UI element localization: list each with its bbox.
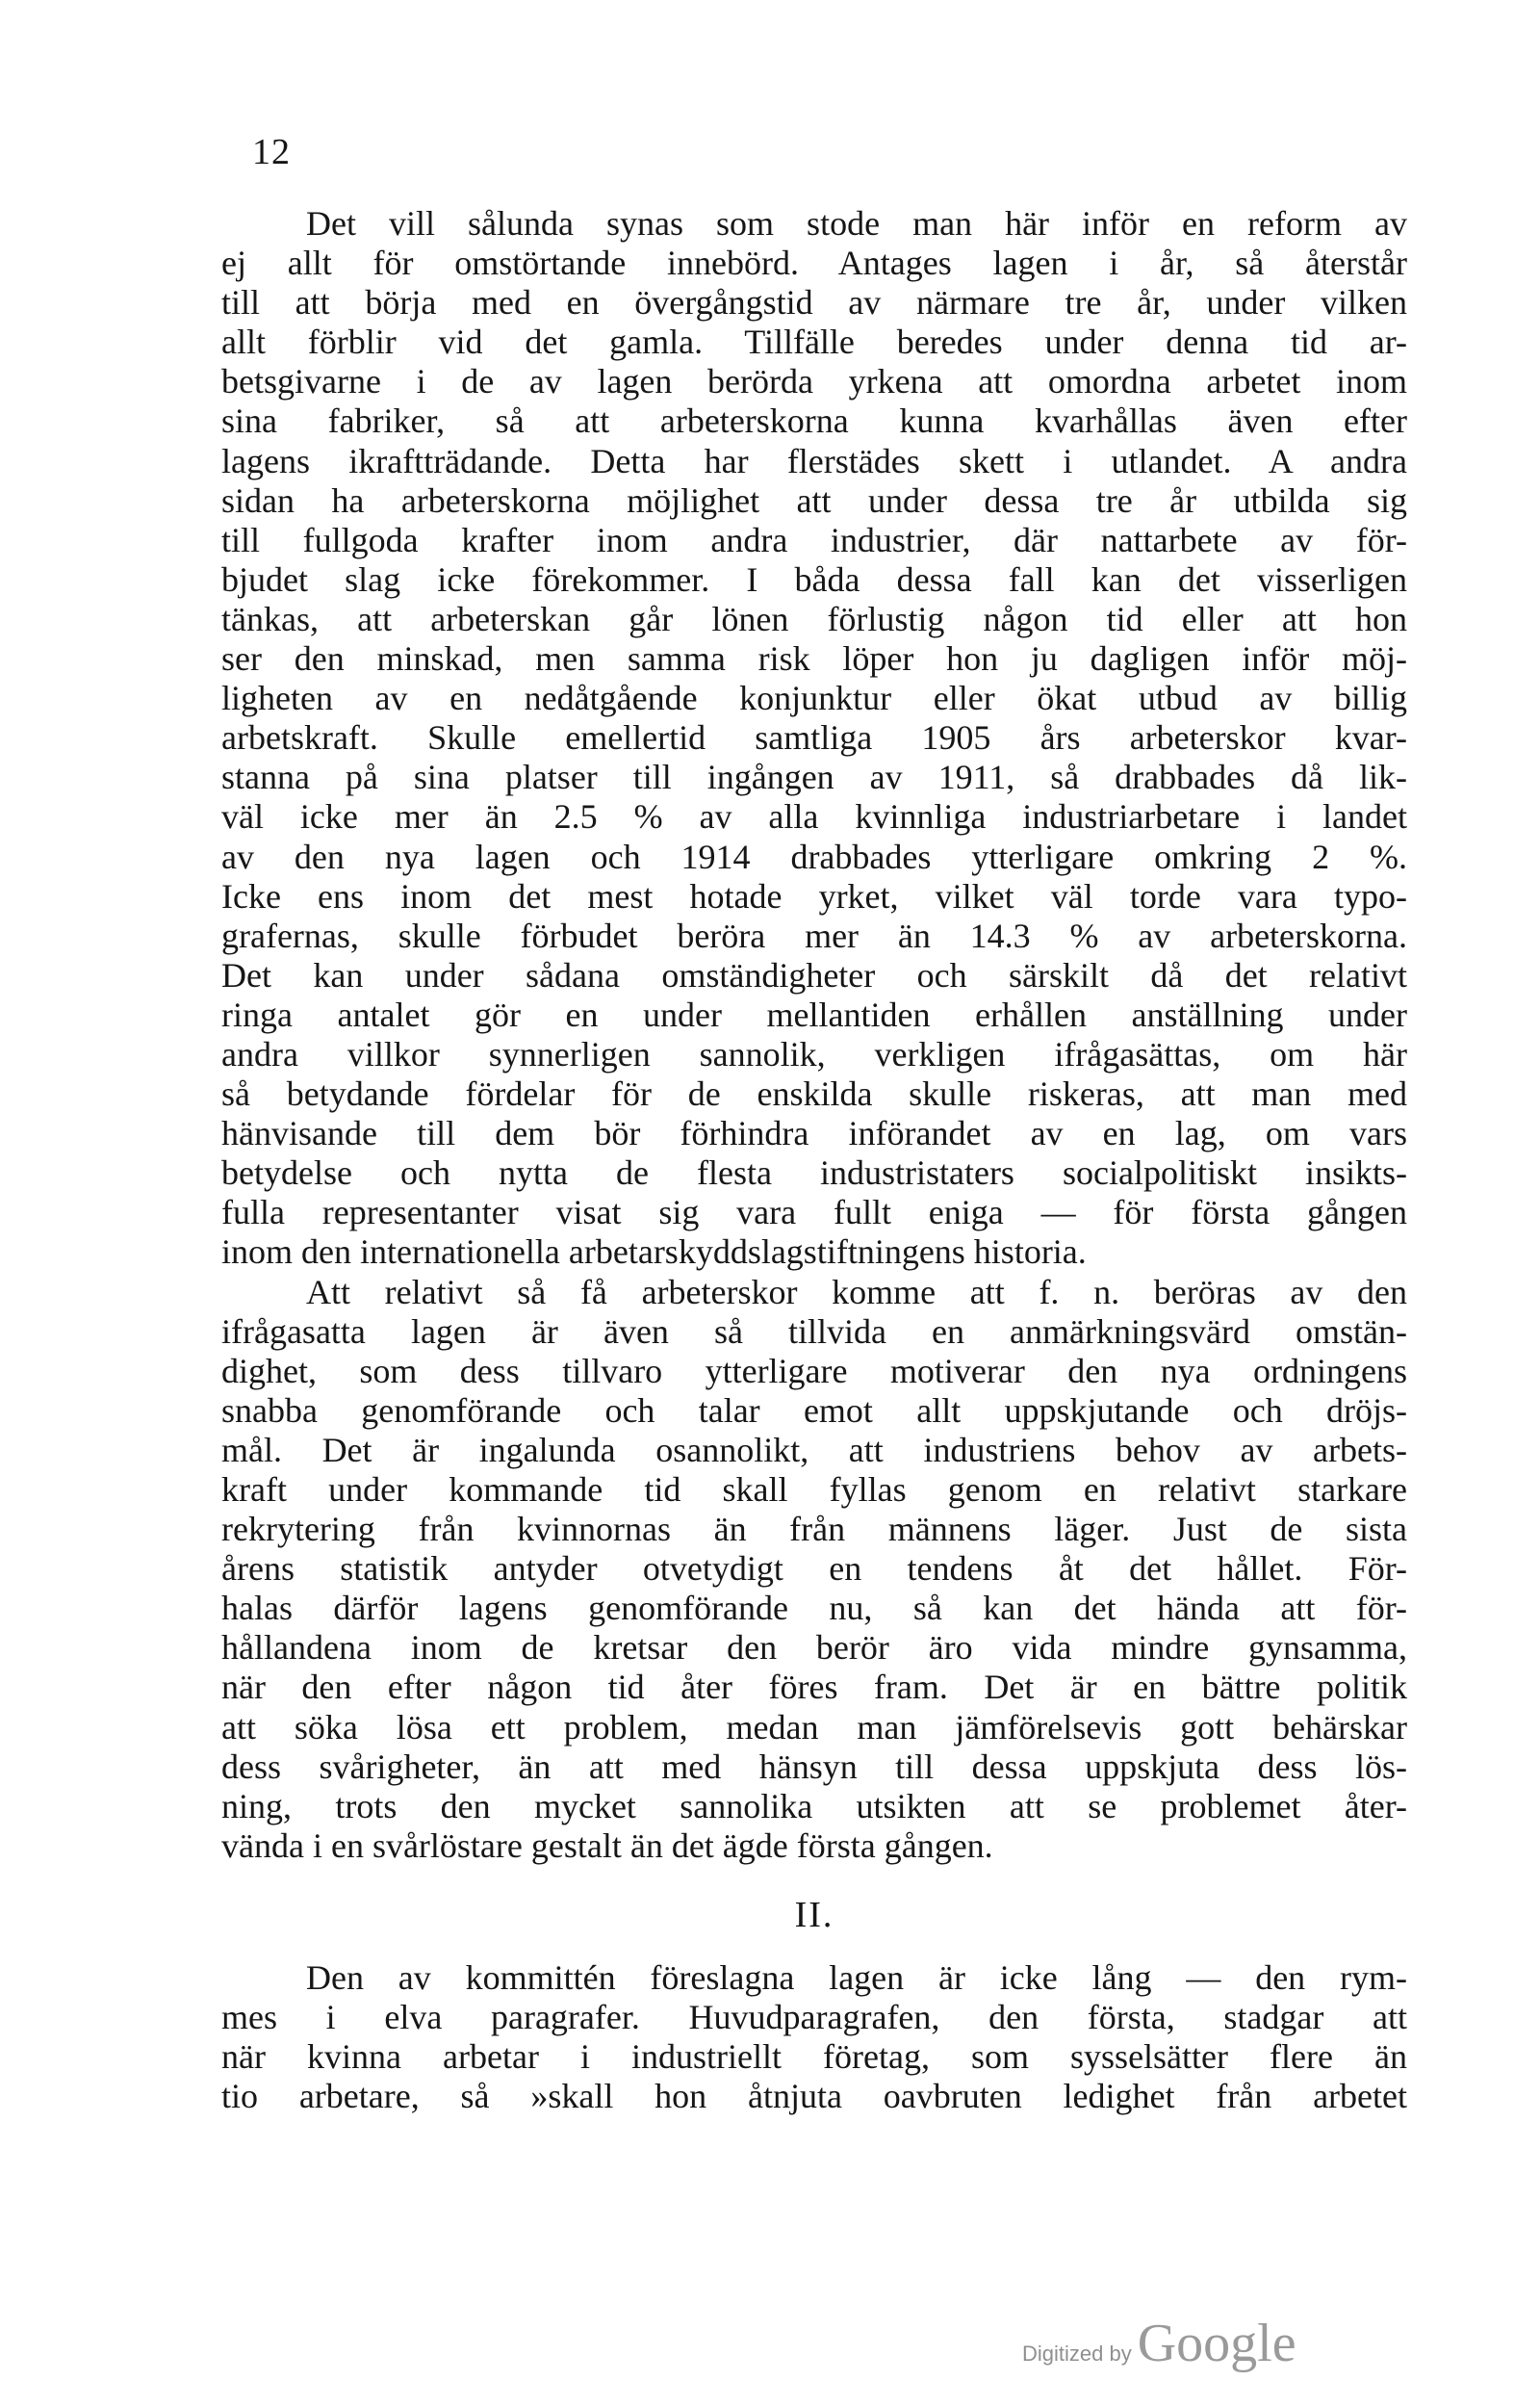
text-line: Det kan under sådana omständigheter och särskilt då det relativt <box>221 955 1407 995</box>
text-line: tänkas, att arbeterskan går lönen förlustig någon tid eller att hon <box>221 599 1407 638</box>
text-line: av den nya lagen och 1914 drabbades ytterligare omkring 2 %. <box>221 837 1407 876</box>
text-line: Det vill sålunda synas som stode man här inför en reform av <box>306 204 1407 243</box>
digitized-by-google-watermark <box>1022 2313 1296 2373</box>
text-line: stanna på sina platser till ingången av 1911, så drabbades då lik- <box>221 758 1407 797</box>
section-heading: II. <box>794 1894 834 1935</box>
text-line: Den av kommittén föreslagna lagen är icke lång — den rym- <box>306 1957 1407 1997</box>
text-line: kraft under kommande tid skall fyllas genom en relativt starkare <box>221 1470 1407 1509</box>
text-line: allt förblir vid det gamla. Tillfälle beredes under denna tid ar- <box>221 323 1407 362</box>
text-line: halas därför lagens genomförande nu, så kan det hända att för- <box>221 1589 1407 1628</box>
body-text <box>221 204 1407 2116</box>
text-line: till att börja med en övergångstid av närmare tre år, under vilken <box>221 283 1407 323</box>
text-line: dighet, som dess tillvaro ytterligare motiverar den nya ordningens <box>221 1351 1407 1390</box>
text-line: grafernas, skulle förbudet beröra mer än 14.3 % av arbeterskorna. <box>221 916 1407 955</box>
text-line: så betydande fördelar för de enskilda skulle riskeras, att man med <box>221 1074 1407 1114</box>
text-line: andra villkor synnerligen sannolik, verkligen ifrågasättas, om här <box>221 1034 1407 1074</box>
text-line: hållandena inom de kretsar den berör äro vida mindre gynsamma, <box>221 1628 1407 1668</box>
text-line: mål. Det är ingalunda osannolikt, att industriens behov av arbets- <box>221 1430 1407 1469</box>
text-line: ligheten av en nedåtgående konjunktur eller ökat utbud av billig <box>221 679 1407 718</box>
text-line: sidan ha arbeterskorna möjlighet att under dessa tre år utbilda sig <box>221 480 1407 520</box>
text-line: till fullgoda krafter inom andra industrier, där nattarbete av för- <box>221 520 1407 559</box>
text-line: Icke ens inom det mest hotade yrket, vilket väl torde vara typo- <box>221 876 1407 916</box>
text-line: betydelse och nytta de flesta industristaters socialpolitiskt insikts- <box>221 1153 1407 1193</box>
text-line: vända i en svårlöstare gestalt än det ägde första gången. <box>221 1825 993 1865</box>
text-line: sina fabriker, så att arbeterskorna kunna kvarhållas även efter <box>221 401 1407 441</box>
text-line: väl icke mer än 2.5 % av alla kvinnliga industriarbetare i landet <box>221 797 1407 837</box>
text-line: årens statistik antyder otvetydigt en tendens åt det hållet. För- <box>221 1549 1407 1589</box>
page-number: 12 <box>252 132 291 172</box>
text-line: inom den internationella arbetarskyddslagstiftningens historia. <box>221 1232 1087 1272</box>
text-line: bjudet slag icke förekommer. I båda dessa fall kan det visserligen <box>221 559 1407 599</box>
paragraph-2 <box>221 1273 1407 1866</box>
paragraph-3 <box>221 1958 1407 2116</box>
text-line: ifrågasatta lagen är även så tillvida en anmärkningsvärd omstän- <box>221 1311 1407 1351</box>
text-line: att söka lösa ett problem, medan man jämförelsevis gott behärskar <box>221 1707 1407 1747</box>
text-line: ringa antalet gör en under mellantiden erhållen anställning under <box>221 995 1407 1034</box>
watermark-prefix: Digitized by <box>1022 2342 1132 2366</box>
text-line: när kvinna arbetar i industriellt företag, som sysselsätter flere än <box>221 2037 1407 2077</box>
text-line: ser den minskad, men samma risk löper hon ju dagligen inför möj- <box>221 639 1407 679</box>
text-line: rekrytering från kvinnornas än från männens läger. Just de sista <box>221 1510 1407 1549</box>
text-line: ej allt för omstörtande innebörd. Antages lagen i år, så återstår <box>221 244 1407 283</box>
text-line: mes i elva paragrafer. Huvudparagrafen, den första, stadgar att <box>221 1998 1407 2037</box>
text-line: snabba genomförande och talar emot allt uppskjutande och dröjs- <box>221 1390 1407 1430</box>
text-line: ning, trots den mycket sannolika utsikten att se problemet åter- <box>221 1786 1407 1825</box>
text-line: lagens ikraftträdande. Detta har flerstädes skett i utlandet. A andra <box>221 441 1407 480</box>
text-line: fulla representanter visat sig vara fullt eniga — för första gången <box>221 1193 1407 1232</box>
text-line: dess svårigheter, än att med hänsyn till dessa uppskjuta dess lös- <box>221 1747 1407 1786</box>
text-line: Att relativt så få arbeterskor komme att f. n. beröras av den <box>306 1272 1407 1311</box>
text-line: tio arbetare, så »skall hon åtnjuta oavbruten ledighet från arbetet <box>221 2077 1407 2116</box>
text-line: arbetskraft. Skulle emellertid samtliga 1905 års arbeterskor kvar- <box>221 718 1407 758</box>
paragraph-1 <box>221 204 1407 1273</box>
text-line: betsgivarne i de av lagen berörda yrkena att omordna arbetet inom <box>221 362 1407 401</box>
google-logo: Google <box>1137 2314 1296 2373</box>
text-line: när den efter någon tid åter föres fram. Det är en bättre politik <box>221 1668 1407 1707</box>
text-line: hänvisande till dem bör förhindra införandet av en lag, om vars <box>221 1114 1407 1153</box>
